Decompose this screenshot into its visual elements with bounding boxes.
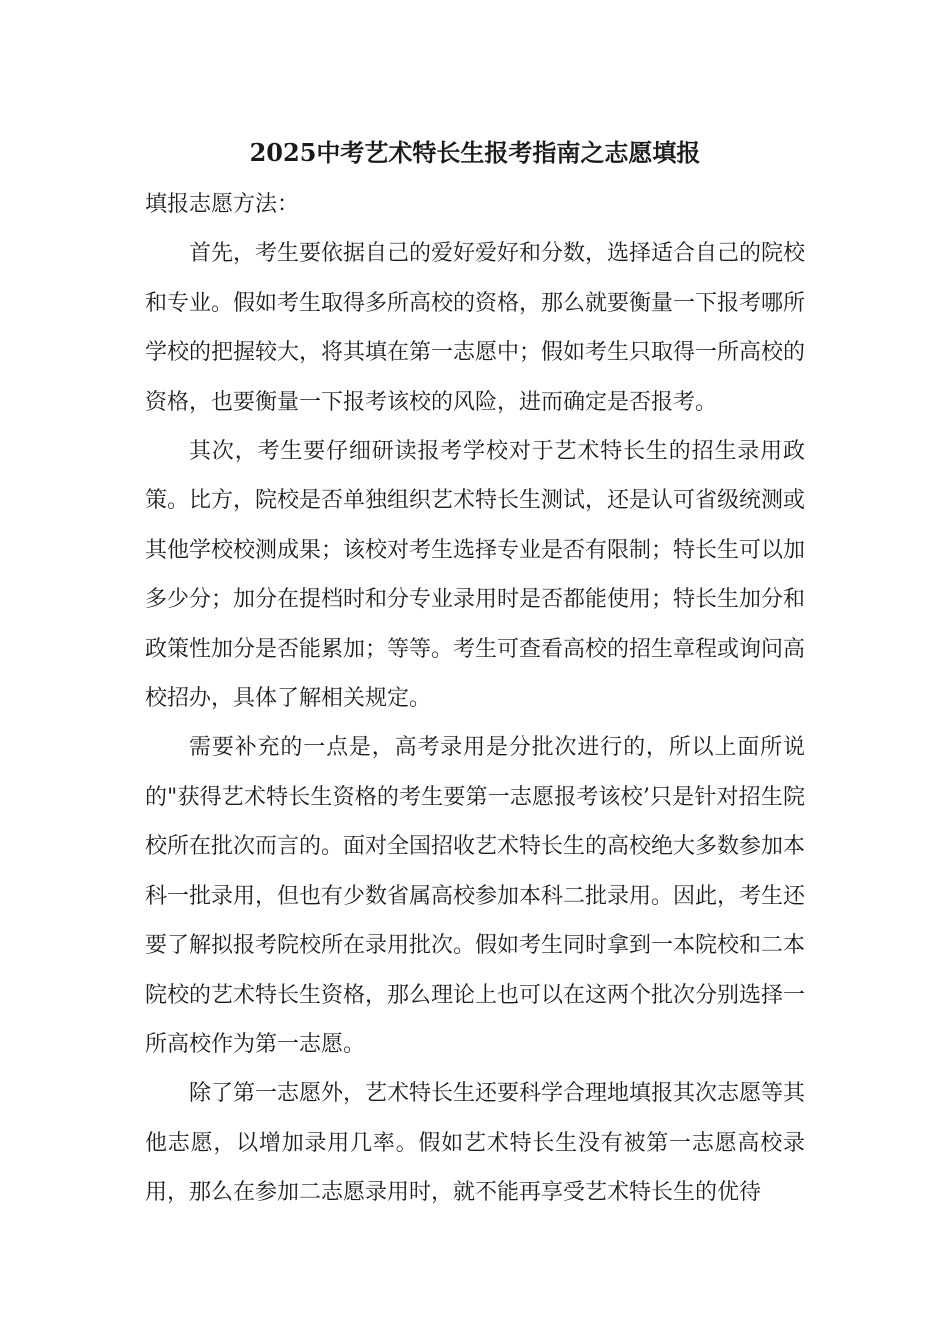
document-title: 2025中考艺术特长生报考指南之志愿填报: [249, 138, 701, 167]
section-heading: 填报志愿方法：: [145, 192, 300, 217]
document-body: [145, 180, 805, 1218]
paragraph-2: 其次，考生要仔细研读报考学校对于艺术特长生的招生录用政策。比方，院校是否单独组织艺术特长生测试，还是认可省级统测或其他学校校测成果；该校对考生选择专业是否有限制；特长生可以加多少分；加分在提档时和分专业录用时是否都能使用；特长生加分和政策性加分是否能累加；等等。考生可查看高校的招生章程或询问高校招办，具体了解相关规定。: [145, 439, 806, 712]
paragraph-4: 除了第一志愿外，艺术特长生还要科学合理地填报其次志愿等其他志愿，以增加录用几率。假如艺术特长生没有被第一志愿高校录用，那么在参加二志愿录用时，就不能再享受艺术特长生的优待: [145, 1081, 806, 1206]
paragraph-3: 需要补充的一点是，高考录用是分批次进行的，所以上面所说的"获得艺术特长生资格的考生要第一志愿报考该校’只是针对招生院校所在批次而言的。面对全国招收艺术特长生的高校绝大多数参加本科一批录用，但也有少数省属高校参加本科二批录用。因此，考生还要了解拟报考院校所在录用批次。假如考生同时拿到一本院校和二本院校的艺术特长生资格，那么理论上也可以在这两个批次分别选择一所高校作为第一志愿。: [145, 735, 806, 1057]
paragraph-1: 首先，考生要依据自己的爱好爱好和分数，选择适合自己的院校和专业。假如考生取得多所高校的资格，那么就要衡量一下报考哪所学校的把握较大，将其填在第一志愿中；假如考生只取得一所高校的资格，也要衡量一下报考该校的风险，进而确定是否报考。: [145, 241, 806, 415]
